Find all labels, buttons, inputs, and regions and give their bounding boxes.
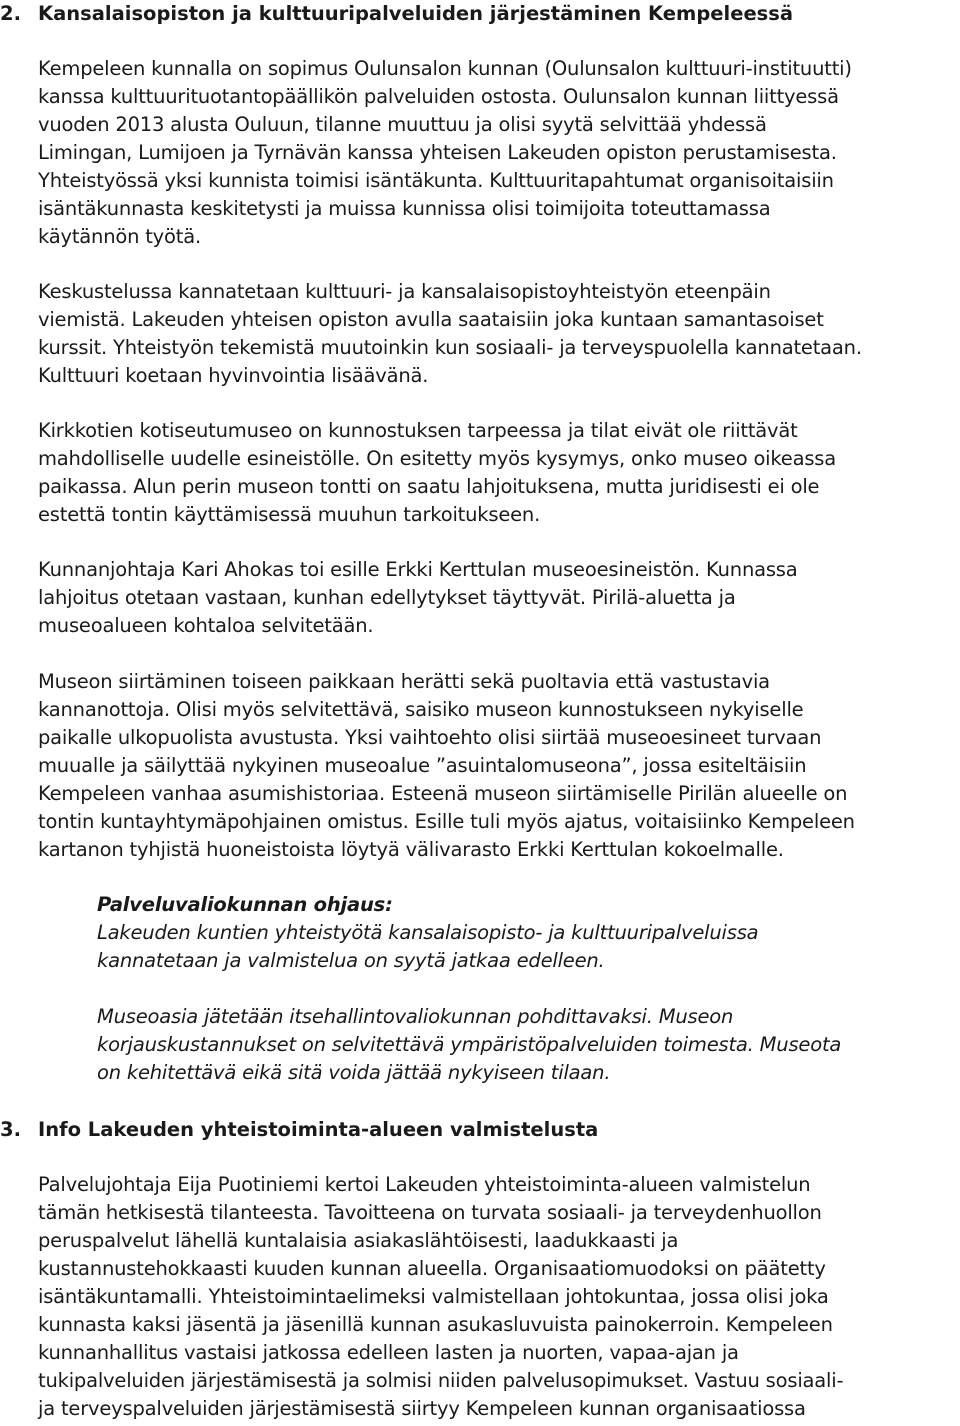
section-2-number: 2.: [0, 2, 21, 25]
text-line: kunnasta kaksi jäsentä ja jäsenillä kunnan asukasluvuista painokerroin. Kempeleen: [38, 1313, 833, 1336]
text-line: kustannustehokkaasti kuuden kunnan alueella. Organisaatiomuodoksi on päätetty: [38, 1257, 826, 1280]
text-line: lahjoitus otetaan vastaan, kunhan edellytykset täyttyvät. Pirilä-aluetta ja: [38, 586, 736, 609]
text-line: isäntäkunnasta keskitetysti ja muissa kunnissa olisi toimijoita toteuttamassa: [38, 197, 771, 220]
text-line: museoalueen kohtaloa selvitetään.: [38, 614, 374, 637]
text-line: kunnanhallitus vastaisi jatkossa edelleen lasten ja nuorten, vapaa-ajan ja: [38, 1341, 739, 1364]
text-line: vuoden 2013 alusta Ouluun, tilanne muuttuu ja olisi syytä selvittää yhdessä: [38, 113, 767, 136]
section-2-title: Kansalaisopiston ja kulttuuripalveluiden järjestäminen Kempeleessä: [38, 2, 794, 25]
text-line: Kirkkotien kotiseutumuseo on kunnostuksen tarpeessa ja tilat eivät ole riittävät: [38, 419, 798, 442]
section-2-paragraph-1: [38, 55, 954, 251]
text-line: Palvelujohtaja Eija Puotiniemi kertoi Lakeuden yhteistoiminta-alueen valmistelun: [38, 1173, 811, 1196]
text-line: kurssit. Yhteistyön tekemistä muutoinkin kun sosiaali- ja terveyspuolella kannatetaan.: [38, 336, 862, 359]
text-line: Museoasia jätetään itsehallintovaliokunnan pohdittavaksi. Museon: [97, 1005, 734, 1028]
text-line: paikalle ulkopuolista avustusta. Yksi vaihtoehto olisi siirtää museoesineet turvaan: [38, 726, 822, 749]
section-2-paragraph-4: [38, 556, 954, 640]
text-line: isäntäkuntamalli. Yhteistoimintaelimeksi valmistellaan johtokuntaa, jossa olisi joka: [38, 1285, 829, 1308]
text-line: käytännön työtä.: [38, 225, 201, 248]
text-line: tämän hetkisestä tilanteesta. Tavoitteena on turvata sosiaali- ja terveydenhuollon: [38, 1201, 822, 1224]
section-2-paragraph-2: [38, 278, 954, 390]
section-3-number: 3.: [0, 1118, 21, 1141]
text-line: estettä tontin käyttämisessä muuhun tarkoitukseen.: [38, 503, 541, 526]
guidance-label: Palveluvaliokunnan ohjaus:: [97, 893, 393, 916]
guidance-block-1: [97, 891, 957, 975]
text-line: kanssa kulttuurituotantopäällikön palveluiden ostosta. Oulunsalon kunnan liittyessä: [38, 85, 839, 108]
section-3-title: Info Lakeuden yhteistoiminta-alueen valmistelusta: [38, 1118, 599, 1141]
text-line: Kunnanjohtaja Kari Ahokas toi esille Erkki Kerttulan museoesineistön. Kunnassa: [38, 558, 798, 581]
section-2-paragraph-5: [38, 668, 954, 864]
text-line: korjauskustannukset on selvitettävä ympäristöpalveluiden toimesta. Museota: [97, 1033, 842, 1056]
text-line: Museon siirtäminen toiseen paikkaan herätti sekä puoltavia että vastustavia: [38, 670, 770, 693]
text-line: Lakeuden kuntien yhteistyötä kansalaisopisto- ja kulttuuripalveluissa: [97, 921, 759, 944]
text-line: Kempeleen kunnalla on sopimus Oulunsalon kunnan (Oulunsalon kulttuuri-instituutti): [38, 57, 852, 80]
text-line: ja terveyspalveluiden järjestämisestä siirtyy Kempeleen kunnan organisaatiossa: [38, 1397, 806, 1420]
text-line: kannatetaan ja valmistelua on syytä jatkaa edelleen.: [97, 949, 605, 972]
text-line: Kulttuuri koetaan hyvinvointia lisäävänä.: [38, 364, 429, 387]
text-line: tontin kuntayhtymäpohjainen omistus. Esille tuli myös ajatus, voitaisiinko Kempeleen: [38, 810, 855, 833]
text-line: Limingan, Lumijoen ja Tyrnävän kanssa yhteisen Lakeuden opiston perustamisesta.: [38, 141, 837, 164]
text-line: paikassa. Alun perin museon tontti on saatu lahjoituksena, mutta juridisesti ei ole: [38, 475, 820, 498]
section-2-paragraph-3: [38, 417, 954, 529]
text-line: tukipalveluiden järjestämisestä ja solmisi niiden palvelusopimukset. Vastuu sosiaali-: [38, 1369, 844, 1392]
text-line: peruspalvelut lähellä kuntalaisia asiakaslähtöisesti, laadukkaasti ja: [38, 1229, 679, 1252]
text-line: on kehitettävä eikä sitä voida jättää nykyiseen tilaan.: [97, 1061, 611, 1084]
text-line: viemistä. Lakeuden yhteisen opiston avulla saataisiin joka kuntaan samantasoiset: [38, 308, 824, 331]
section-3-paragraph-1: [38, 1171, 954, 1423]
text-line: Yhteistyössä yksi kunnista toimisi isäntäkunta. Kulttuuritapahtumat organisoitaisiin: [38, 169, 834, 192]
text-line: kartanon tyhjistä huoneistoista löytyä välivarasto Erkki Kerttulan kokoelmalle.: [38, 838, 784, 861]
text-line: muualle ja säilyttää nykyinen museoalue ”asuintalomuseona”, jossa esiteltäisiin: [38, 754, 807, 777]
text-line: Keskustelussa kannatetaan kulttuuri- ja kansalaisopistoyhteistyön eteenpäin: [38, 280, 771, 303]
text-line: kannanottoja. Olisi myös selvitettävä, saisiko museon kunnostukseen nykyiselle: [38, 698, 804, 721]
guidance-block-2: [97, 1003, 957, 1087]
text-line: Kempeleen vanhaa asumishistoriaa. Esteenä museon siirtämiselle Pirilän alueelle on: [38, 782, 848, 805]
text-line: mahdolliselle uudelle esineistölle. On esitetty myös kysymys, onko museo oikeassa: [38, 447, 837, 470]
